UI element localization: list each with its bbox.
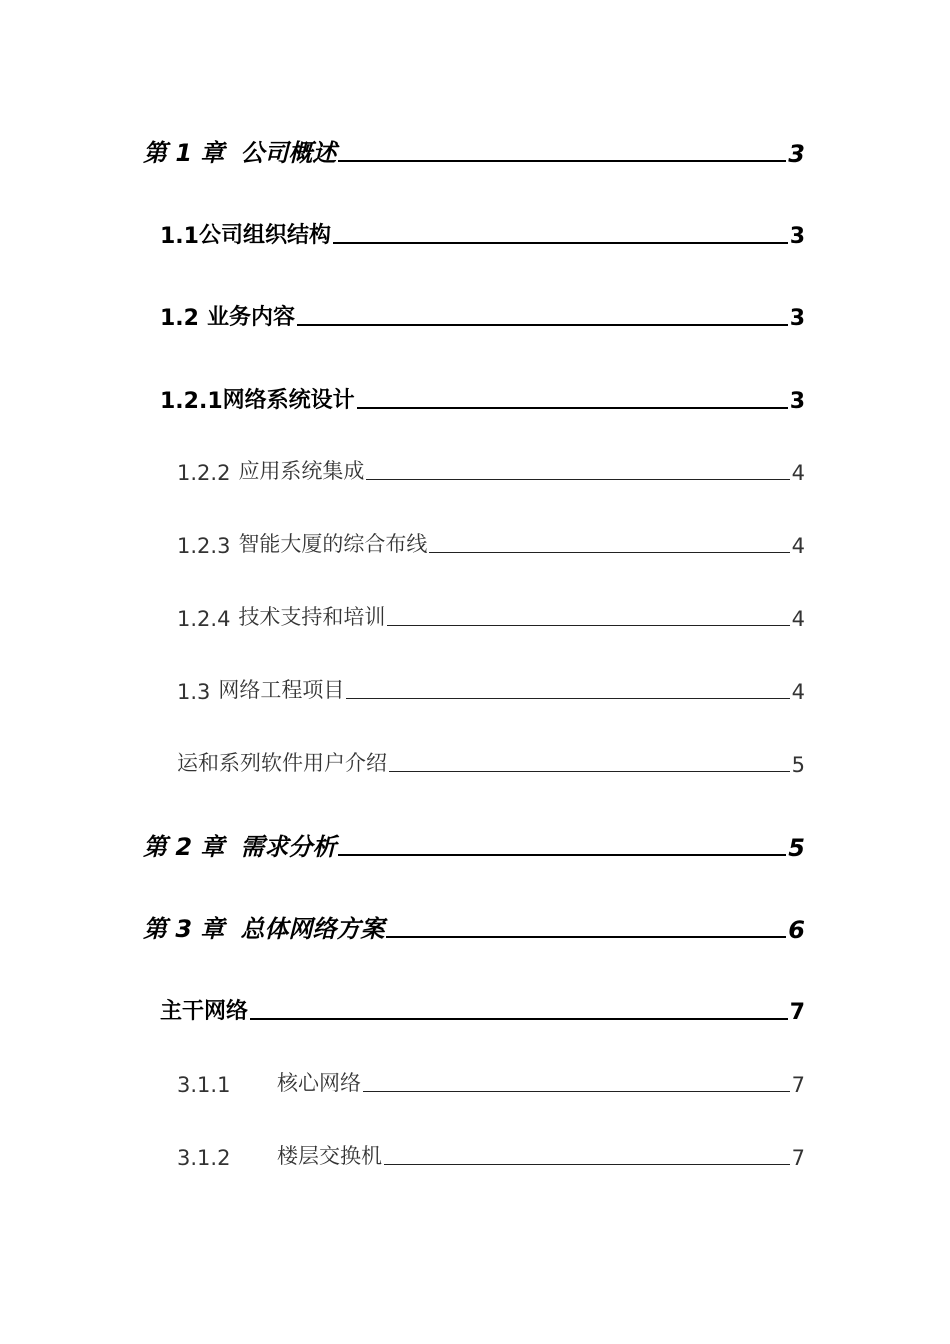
section-number: 3.1.1 [177,1073,231,1097]
page-number: 4 [791,680,805,704]
section-number: 1.2.4 [177,607,231,631]
chapter-number: 第 1 章 [143,139,225,167]
dot-leader [389,770,790,772]
toc-entry-chapter-3[interactable] [143,910,805,944]
page-number: 7 [791,1146,805,1170]
section-title: 网络系统设计 [222,388,355,413]
section-title: 业务内容 [206,305,295,330]
section-number: 1.3 [177,680,211,704]
page-number: 3 [788,140,805,168]
toc-entry-1-2-1[interactable] [160,382,805,414]
dot-leader [297,323,788,326]
section-number: 1.2.3 [177,534,231,558]
section-number: 3.1.2 [177,1146,231,1170]
page-number: 4 [791,461,805,485]
page-number: 3 [789,389,805,414]
toc-entry-1-2-3[interactable] [177,528,805,558]
section-title: 主干网络 [160,999,249,1024]
section-title: 技术支持和培训 [238,605,386,629]
section-number: 1.2 [160,306,199,331]
dot-leader [338,853,786,856]
section-title: 楼层交换机 [277,1144,382,1168]
page-number: 3 [789,306,805,331]
dot-leader [386,935,786,938]
page-number: 3 [789,224,805,249]
page-number: 6 [788,916,805,944]
page-number: 4 [791,534,805,558]
page-number: 7 [791,1073,805,1097]
toc-entry-1-1[interactable] [160,217,805,249]
section-number: 1.2.2 [177,461,231,485]
chapter-title: 总体网络方案 [240,915,385,943]
section-number: 1.1 [160,224,199,249]
chapter-title: 公司概述 [240,139,337,167]
page-number: 7 [789,1000,805,1025]
page-number: 4 [791,607,805,631]
dot-leader [346,697,789,699]
chapter-number: 第 2 章 [143,833,225,861]
dot-leader [387,624,789,626]
dot-leader [338,159,786,162]
toc-entry-1-2[interactable] [160,299,805,331]
dot-leader [429,551,789,553]
section-number: 1.2.1 [160,389,223,414]
section-title: 智能大厦的综合布线 [238,532,428,556]
toc-entry-chapter-2[interactable] [143,828,805,862]
section-title: 公司组织结构 [198,223,331,248]
section-title: 应用系统集成 [238,459,365,483]
toc-entry-1-2-2[interactable] [177,455,805,485]
toc-entry-1-3[interactable] [177,674,805,704]
section-title: 核心网络 [277,1071,361,1095]
section-title: 网络工程项目 [218,678,345,702]
page-number: 5 [788,834,805,862]
chapter-number: 第 3 章 [143,915,225,943]
section-title: 运和系列软件用户介绍 [177,751,387,775]
dot-leader [333,241,788,244]
toc-entry-3-1-2[interactable] [177,1140,805,1170]
toc-entry-1-2-4[interactable] [177,601,805,631]
dot-leader [250,1017,788,1020]
dot-leader [363,1090,790,1092]
toc-entry-3-1-1[interactable] [177,1067,805,1097]
toc-entry-software-intro[interactable] [177,747,805,777]
dot-leader [384,1163,790,1165]
toc-entry-chapter-1[interactable] [143,134,805,168]
dot-leader [366,478,789,480]
toc-entry-backbone[interactable] [160,993,805,1025]
dot-leader [357,406,788,409]
page-number: 5 [791,753,805,777]
chapter-title: 需求分析 [240,833,337,861]
